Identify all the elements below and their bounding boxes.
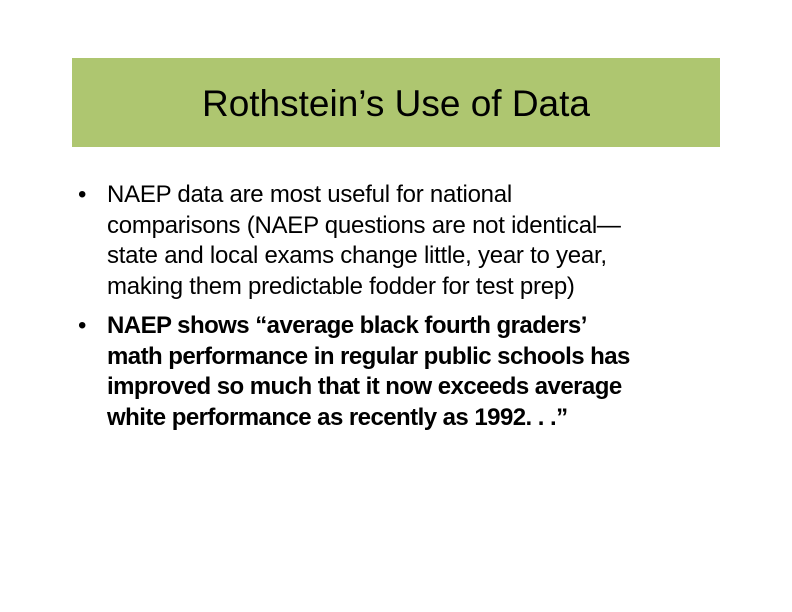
bullet-marker: • [78,312,87,339]
bullet-line: NAEP data are most useful for national [107,181,512,208]
bullet-line: making them predictable fodder for test prep) [107,272,575,300]
bullet-marker: • [78,181,87,208]
title-bar [72,58,720,147]
bullet-item-naep-quote [78,311,718,433]
bullet-line: comparisons (NAEP questions are not identical— [107,211,621,239]
bullet-item-naep-national [78,180,718,302]
bullet-line: NAEP shows “average black fourth graders’ [107,312,587,339]
bullet-line: math performance in regular public schools has [107,342,630,370]
bullet-line: improved so much that it now exceeds average [107,373,622,400]
slide-title: Rothstein’s Use of Data [201,82,590,124]
bullet-list [78,180,718,442]
bullet-line: state and local exams change little, year to year, [107,242,607,269]
bullet-line: white performance as recently as 1992. . .” [107,403,568,431]
